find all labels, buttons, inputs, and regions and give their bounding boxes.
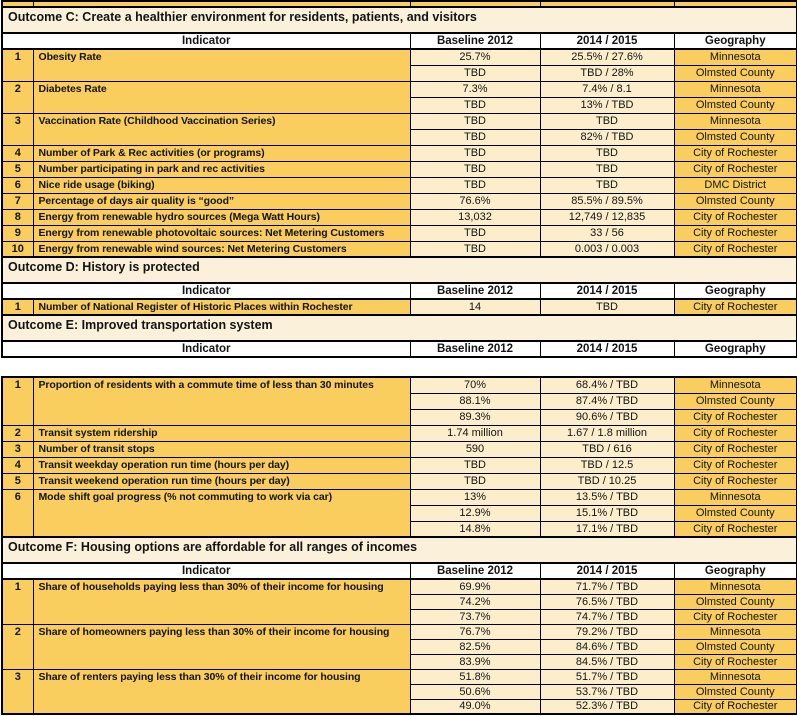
baseline-value: 88.1% <box>410 393 540 409</box>
indicator-cell: Obesity Rate <box>33 49 410 81</box>
period-value: 15.1% / TBD <box>540 505 674 521</box>
geography-cell: City of Rochester <box>674 654 797 669</box>
geography-cell: Minnesota <box>674 489 797 505</box>
geography-cell: DMC District <box>674 177 797 193</box>
geography-cell: City of Rochester <box>674 425 797 441</box>
indicator-cell: Number of National Register of Historic Places within Rochester <box>33 299 410 315</box>
period-value: TBD / 10.25 <box>540 473 674 489</box>
period-value: 7.4% / 8.1 <box>540 81 674 97</box>
geography-cell: City of Rochester <box>674 699 797 714</box>
header-geography: Geography <box>674 341 797 357</box>
geography-cell: City of Rochester <box>674 161 797 177</box>
table-row <box>2 489 797 505</box>
row-number: 6 <box>2 177 33 193</box>
indicator-cell: Percentage of days air quality is “good” <box>33 193 410 209</box>
indicator-cell: Diabetes Rate <box>33 81 410 113</box>
table-row <box>2 209 797 225</box>
header-2014-2015: 2014 / 2015 <box>540 33 674 49</box>
baseline-value: 74.2% <box>410 594 540 609</box>
period-value: 0.003 / 0.003 <box>540 241 674 257</box>
column-header-row <box>2 341 797 357</box>
period-value: TBD / 616 <box>540 441 674 457</box>
header-2014-2015: 2014 / 2015 <box>540 341 674 357</box>
indicator-cell: Number of Park & Rec activities (or programs) <box>33 145 410 161</box>
geography-cell: Minnesota <box>674 579 797 594</box>
geography-cell: Olmsted County <box>674 129 797 145</box>
table-row <box>2 113 797 129</box>
baseline-value: 76.6% <box>410 193 540 209</box>
period-value: 71.7% / TBD <box>540 579 674 594</box>
baseline-value: 76.7% <box>410 624 540 639</box>
geography-cell: Olmsted County <box>674 505 797 521</box>
indicator-cell: Transit system ridership <box>33 425 410 441</box>
geography-cell: Minnesota <box>674 81 797 97</box>
header-indicator: Indicator <box>2 283 410 299</box>
geography-cell: Minnesota <box>674 113 797 129</box>
baseline-value: TBD <box>410 129 540 145</box>
outcomes-table-upper <box>1 0 797 358</box>
period-value: 13.5% / TBD <box>540 489 674 505</box>
period-value: 84.6% / TBD <box>540 639 674 654</box>
period-value: TBD <box>540 145 674 161</box>
row-number: 2 <box>2 624 33 669</box>
table-row <box>2 425 797 441</box>
header-baseline-2012: Baseline 2012 <box>410 33 540 49</box>
table-row <box>2 49 797 65</box>
indicator-cell: Number of transit stops <box>33 441 410 457</box>
outcome-band-title: Outcome D: History is protected <box>2 257 797 283</box>
indicator-cell: Energy from renewable photovoltaic sources: Net Metering Customers <box>33 225 410 241</box>
table-row <box>2 377 797 393</box>
report-page <box>1 0 796 715</box>
outcome-band-row <box>2 7 797 33</box>
period-value: 52.3% / TBD <box>540 699 674 714</box>
table-row <box>2 81 797 97</box>
baseline-value: TBD <box>410 65 540 81</box>
row-number: 7 <box>2 193 33 209</box>
row-number: 5 <box>2 473 33 489</box>
table-row <box>2 225 797 241</box>
baseline-value: 25.7% <box>410 49 540 65</box>
indicator-cell: Energy from renewable wind sources: Net Metering Customers <box>33 241 410 257</box>
column-header-row <box>2 283 797 299</box>
table-row <box>2 669 797 684</box>
period-value: 53.7% / TBD <box>540 684 674 699</box>
indicator-cell: Share of renters paying less than 30% of their income for housing <box>33 669 410 714</box>
baseline-value: 82.5% <box>410 639 540 654</box>
header-indicator: Indicator <box>2 563 410 579</box>
period-value: 17.1% / TBD <box>540 521 674 537</box>
baseline-value: 14.8% <box>410 521 540 537</box>
period-value: 82% / TBD <box>540 129 674 145</box>
baseline-value: 69.9% <box>410 579 540 594</box>
row-number: 4 <box>2 457 33 473</box>
period-value: 74.7% / TBD <box>540 609 674 624</box>
outcome-band-row <box>2 537 797 563</box>
indicator-cell: Number participating in park and rec activities <box>33 161 410 177</box>
geography-cell: Minnesota <box>674 669 797 684</box>
indicator-cell: Nice ride usage (biking) <box>33 177 410 193</box>
row-number: 2 <box>2 425 33 441</box>
table-row <box>2 299 797 315</box>
geography-cell: Olmsted County <box>674 97 797 113</box>
geography-cell: City of Rochester <box>674 457 797 473</box>
period-value: TBD / 28% <box>540 65 674 81</box>
table-row <box>2 241 797 257</box>
table-row <box>2 457 797 473</box>
column-header-row <box>2 33 797 49</box>
indicator-cell: Transit weekday operation run time (hours per day) <box>33 457 410 473</box>
geography-cell: City of Rochester <box>674 299 797 315</box>
geography-cell: City of Rochester <box>674 209 797 225</box>
baseline-value: 12.9% <box>410 505 540 521</box>
row-number: 3 <box>2 669 33 714</box>
indicator-cell: Mode shift goal progress (% not commuting to work via car) <box>33 489 410 537</box>
baseline-value: 49.0% <box>410 699 540 714</box>
row-number: 3 <box>2 113 33 145</box>
header-geography: Geography <box>674 33 797 49</box>
period-value: 85.5% / 89.5% <box>540 193 674 209</box>
outcomes-table-lower <box>1 376 797 715</box>
period-value: TBD <box>540 161 674 177</box>
baseline-value: 50.6% <box>410 684 540 699</box>
geography-cell: City of Rochester <box>674 441 797 457</box>
row-number: 2 <box>2 81 33 113</box>
indicator-cell: Transit weekend operation run time (hours per day) <box>33 473 410 489</box>
geography-cell: Olmsted County <box>674 684 797 699</box>
geography-cell: Minnesota <box>674 377 797 393</box>
geography-cell: Olmsted County <box>674 393 797 409</box>
header-baseline-2012: Baseline 2012 <box>410 341 540 357</box>
indicator-cell: Share of households paying less than 30% of their income for housing <box>33 579 410 624</box>
row-number: 1 <box>2 579 33 624</box>
table-row <box>2 193 797 209</box>
baseline-value: TBD <box>410 241 540 257</box>
geography-cell: Minnesota <box>674 49 797 65</box>
baseline-value: TBD <box>410 177 540 193</box>
indicator-cell: Vaccination Rate (Childhood Vaccination Series) <box>33 113 410 145</box>
outcome-band-row <box>2 315 797 341</box>
table-row <box>2 473 797 489</box>
geography-cell: Olmsted County <box>674 639 797 654</box>
period-value: 13% / TBD <box>540 97 674 113</box>
outcome-band-row <box>2 257 797 283</box>
row-number: 4 <box>2 145 33 161</box>
baseline-value: 13,032 <box>410 209 540 225</box>
geography-cell: Minnesota <box>674 624 797 639</box>
row-number: 5 <box>2 161 33 177</box>
table-row <box>2 579 797 594</box>
period-value: 1.67 / 1.8 million <box>540 425 674 441</box>
baseline-value: 1.74 million <box>410 425 540 441</box>
indicator-cell: Share of homeowners paying less than 30% of their income for housing <box>33 624 410 669</box>
indicator-cell: Energy from renewable hydro sources (Mega Watt Hours) <box>33 209 410 225</box>
geography-cell: City of Rochester <box>674 521 797 537</box>
row-number: 6 <box>2 489 33 537</box>
baseline-value: 70% <box>410 377 540 393</box>
baseline-value: 89.3% <box>410 409 540 425</box>
header-2014-2015: 2014 / 2015 <box>540 283 674 299</box>
baseline-value: 51.8% <box>410 669 540 684</box>
row-number: 3 <box>2 441 33 457</box>
row-number: 10 <box>2 241 33 257</box>
baseline-value: 83.9% <box>410 654 540 669</box>
page-gap <box>1 358 796 376</box>
header-geography: Geography <box>674 563 797 579</box>
period-value: 90.6% / TBD <box>540 409 674 425</box>
baseline-value: 7.3% <box>410 81 540 97</box>
geography-cell: City of Rochester <box>674 609 797 624</box>
outcome-band-title: Outcome C: Create a healthier environment for residents, patients, and visitors <box>2 7 797 33</box>
geography-cell: Olmsted County <box>674 594 797 609</box>
header-2014-2015: 2014 / 2015 <box>540 563 674 579</box>
table-row <box>2 161 797 177</box>
period-value: 33 / 56 <box>540 225 674 241</box>
geography-cell: City of Rochester <box>674 241 797 257</box>
geography-cell: City of Rochester <box>674 225 797 241</box>
header-indicator: Indicator <box>2 341 410 357</box>
header-baseline-2012: Baseline 2012 <box>410 563 540 579</box>
geography-cell: City of Rochester <box>674 473 797 489</box>
baseline-value: 73.7% <box>410 609 540 624</box>
baseline-value: TBD <box>410 113 540 129</box>
baseline-value: 14 <box>410 299 540 315</box>
baseline-value: TBD <box>410 473 540 489</box>
indicator-cell: Proportion of residents with a commute time of less than 30 minutes <box>33 377 410 425</box>
row-number: 9 <box>2 225 33 241</box>
baseline-value: TBD <box>410 97 540 113</box>
geography-cell: City of Rochester <box>674 145 797 161</box>
table-row <box>2 441 797 457</box>
geography-cell: City of Rochester <box>674 409 797 425</box>
column-header-row <box>2 563 797 579</box>
baseline-value: 13% <box>410 489 540 505</box>
row-number: 1 <box>2 377 33 425</box>
period-value: 51.7% / TBD <box>540 669 674 684</box>
period-value: 68.4% / TBD <box>540 377 674 393</box>
period-value: 79.2% / TBD <box>540 624 674 639</box>
baseline-value: 590 <box>410 441 540 457</box>
row-number: 1 <box>2 49 33 81</box>
header-baseline-2012: Baseline 2012 <box>410 283 540 299</box>
table-row <box>2 624 797 639</box>
period-value: TBD / 12.5 <box>540 457 674 473</box>
period-value: 84.5% / TBD <box>540 654 674 669</box>
baseline-value: TBD <box>410 161 540 177</box>
baseline-value: TBD <box>410 457 540 473</box>
period-value: TBD <box>540 299 674 315</box>
header-geography: Geography <box>674 283 797 299</box>
period-value: TBD <box>540 177 674 193</box>
geography-cell: Olmsted County <box>674 193 797 209</box>
row-number: 1 <box>2 299 33 315</box>
baseline-value: TBD <box>410 225 540 241</box>
period-value: 12,749 / 12,835 <box>540 209 674 225</box>
baseline-value: TBD <box>410 145 540 161</box>
period-value: 87.4% / TBD <box>540 393 674 409</box>
outcome-band-title: Outcome E: Improved transportation system <box>2 315 797 341</box>
period-value: 76.5% / TBD <box>540 594 674 609</box>
table-row <box>2 145 797 161</box>
row-number: 8 <box>2 209 33 225</box>
header-indicator: Indicator <box>2 33 410 49</box>
outcome-band-title: Outcome F: Housing options are affordable for all ranges of incomes <box>2 537 797 563</box>
period-value: 25.5% / 27.6% <box>540 49 674 65</box>
table-row <box>2 177 797 193</box>
geography-cell: Olmsted County <box>674 65 797 81</box>
period-value: TBD <box>540 113 674 129</box>
